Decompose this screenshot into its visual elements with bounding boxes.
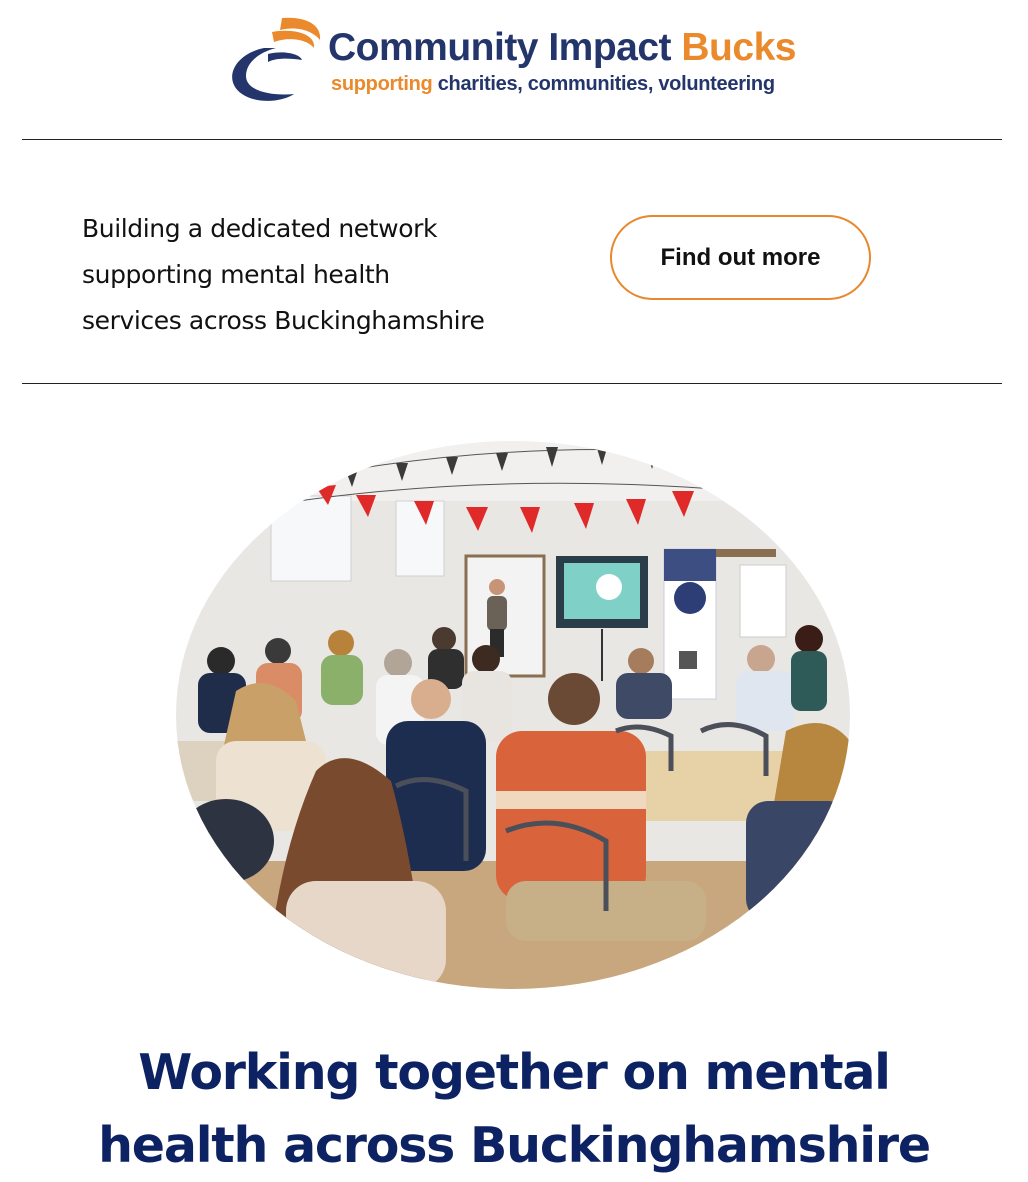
event-photo <box>176 441 850 989</box>
intro-text <box>82 206 502 344</box>
intro-line-3: services across Buckinghamshire <box>82 306 485 335</box>
brand-name-accent: Bucks <box>681 26 796 69</box>
brand-name <box>328 28 796 67</box>
page-headline <box>0 1036 1028 1182</box>
bottom-divider <box>22 383 1002 384</box>
top-divider <box>22 139 1002 140</box>
intro-line-1: Building a dedicated network <box>82 214 438 243</box>
headline-line-1: Working together on mental <box>138 1044 890 1101</box>
find-out-more-button[interactable]: Find out more <box>610 215 871 300</box>
tagline-main: charities, communities, volunteering <box>437 73 775 95</box>
event-photo-illustration <box>176 441 850 989</box>
swoosh-logo-icon <box>224 14 326 104</box>
brand-logo[interactable] <box>224 14 804 106</box>
brand-name-main: Community Impact <box>328 26 672 69</box>
intro-line-2: supporting mental health <box>82 260 390 289</box>
tagline-accent: supporting <box>331 73 433 95</box>
headline-line-2: health across Buckinghamshire <box>98 1117 930 1174</box>
brand-tagline <box>331 74 775 94</box>
